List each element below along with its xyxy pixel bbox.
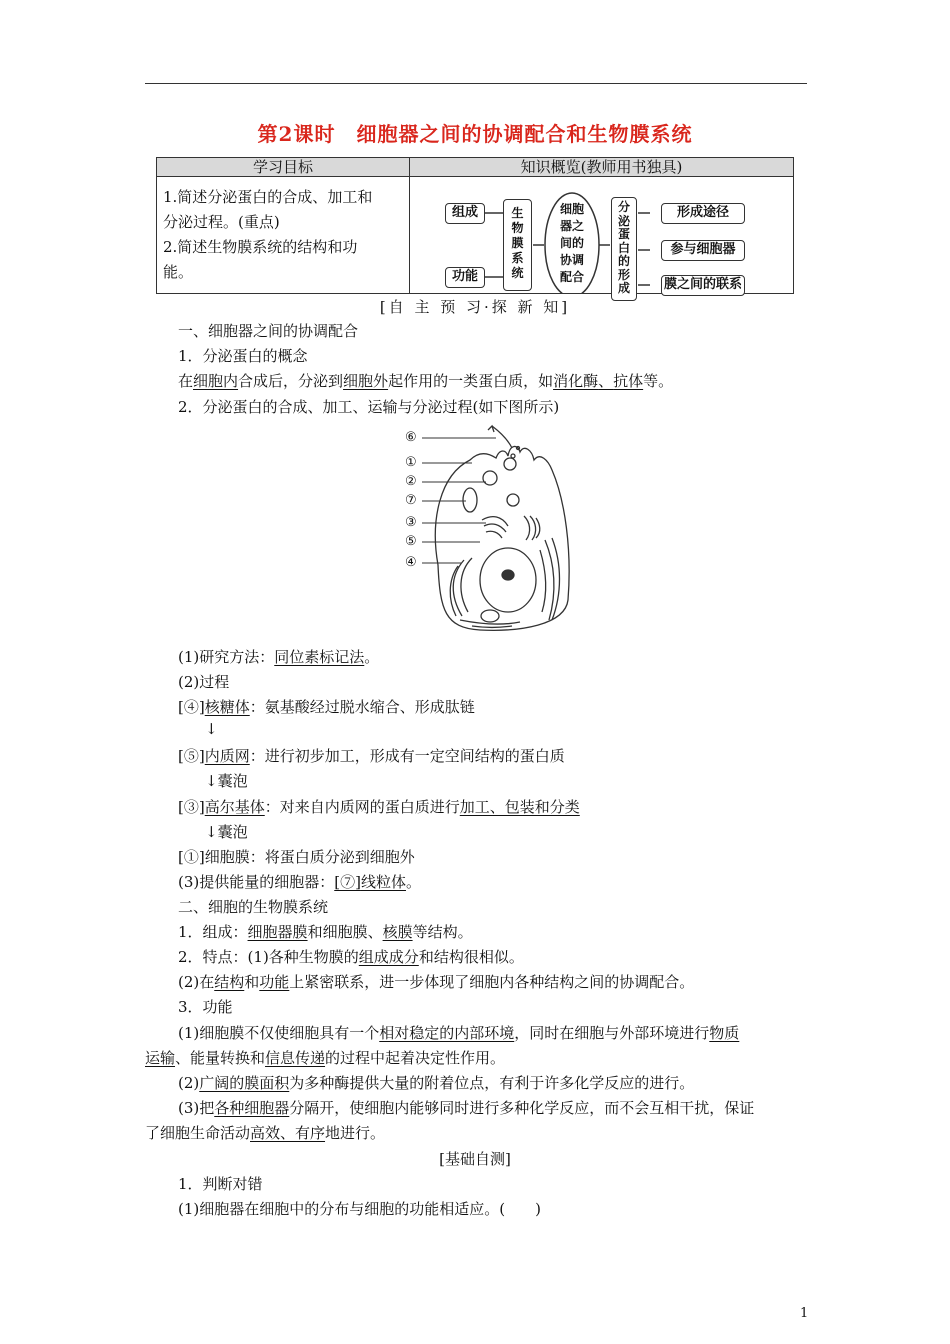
answer-blank: 结构 <box>214 973 245 991</box>
text: 、能量转换和 <box>175 1049 266 1067</box>
answer-blank: 同位素标记法 <box>274 648 365 666</box>
objectives-table <box>156 157 794 294</box>
feature-2 <box>178 971 694 992</box>
char: 蛋 <box>617 227 630 241</box>
goal-line: 能。 <box>163 263 194 281</box>
research-method <box>178 646 379 667</box>
char: 器之 <box>559 219 584 233</box>
goal-line: 分泌过程。(重点) <box>163 213 280 231</box>
goal-line: 1.简述分泌蛋白的合成、加工和 <box>163 188 373 206</box>
text: [④] <box>178 698 205 716</box>
answer-blank: 消化酶 <box>553 372 599 390</box>
answer-blank: 抗体 <box>613 372 644 390</box>
answer-blank: 核糖体 <box>204 698 250 716</box>
text: 了细胞生命活动 <box>145 1124 251 1142</box>
text: ：进行初步加工，形成有一定空间结构的蛋白质 <box>249 747 565 765</box>
objectives-text <box>157 177 409 289</box>
answer-blank: 信息传递 <box>265 1049 326 1067</box>
function-1b <box>145 1047 505 1068</box>
header-overview: 知识概览(教师用书独具) <box>410 158 794 177</box>
function-3b <box>145 1122 385 1143</box>
char: 形 <box>617 267 630 282</box>
node-biomembrane-system <box>503 199 532 291</box>
section-tag-selftest: [基础自测] <box>439 1150 511 1168</box>
label-6: ⑥ <box>405 430 417 445</box>
function-heading: 3．功能 <box>178 998 233 1016</box>
answer-blank: 细胞器膜 <box>247 923 308 941</box>
function-3a <box>178 1097 754 1118</box>
section-tag-preview: [自 主 预 习·探 新 知] <box>379 298 571 316</box>
text: 分隔开，使细胞内能够同时进行多种化学反应，而不会互相干扰，保证 <box>289 1099 755 1117</box>
answer-blank: 核膜 <box>382 923 413 941</box>
label-4: ④ <box>405 555 417 570</box>
text: (1)研究方法： <box>178 648 275 666</box>
char: 白 <box>617 240 630 255</box>
header-rule <box>145 83 807 84</box>
node-membrane-connections: 膜之间的联系 <box>661 275 745 296</box>
text: 和细胞膜、 <box>307 923 383 941</box>
answer-blank: 线粒体 <box>360 873 406 891</box>
text: [⑤] <box>178 747 205 765</box>
char: 系 <box>511 251 524 265</box>
text: 在 <box>178 372 194 390</box>
page-number: 1 <box>800 1306 809 1321</box>
char: 的 <box>617 254 630 268</box>
step-er <box>178 745 565 766</box>
text: (1)细胞膜不仅使细胞具有一个 <box>178 1024 380 1042</box>
goal-line: 2.简述生物膜系统的结构和功 <box>163 238 358 256</box>
heading-1-1: 1．分泌蛋白的概念 <box>178 347 308 365</box>
text: 和结构很相似。 <box>418 948 524 966</box>
label-5: ⑤ <box>405 534 417 549</box>
answer-blank: 高尔基体 <box>204 798 265 816</box>
text: 2．特点：(1)各种生物膜的 <box>178 948 359 966</box>
cell-drawing <box>400 420 585 640</box>
label-3: ③ <box>405 515 417 530</box>
char: 细胞 <box>559 202 584 216</box>
step-ribosome <box>178 696 475 717</box>
step-membrane: [①]细胞膜：将蛋白质分泌到细胞外 <box>178 848 415 866</box>
char: 间的 <box>559 236 584 250</box>
text: 的过程中起着决定性作用。 <box>325 1049 506 1067</box>
text: ：对来自内质网的蛋白质进行 <box>264 798 460 816</box>
arrow-down: ↓ <box>205 720 218 738</box>
answer-blank: 运输 <box>145 1049 176 1067</box>
text: 为多种酶提供大量的附着位点，有利于许多化学反应的进行。 <box>289 1074 695 1092</box>
text: ，同时在细胞与外部环境进行 <box>514 1024 710 1042</box>
text: 1．组成： <box>178 923 248 941</box>
text: 和 <box>244 973 260 991</box>
answer-blank: 加工、包装和分类 <box>459 798 580 816</box>
char: 成 <box>617 281 630 295</box>
node-participating-organelles: 参与细胞器 <box>661 240 745 261</box>
char: 膜 <box>511 236 524 250</box>
function-1a <box>178 1022 739 1043</box>
header-objectives: 学习目标 <box>157 158 410 177</box>
text: [③] <box>178 798 205 816</box>
answer-blank: 、 <box>598 372 614 390</box>
text: 起作用的一类蛋白质，如 <box>388 372 554 390</box>
node-secretory-protein-formation <box>611 197 637 301</box>
text: (3)提供能量的细胞器： <box>178 873 335 891</box>
char: 物 <box>511 221 524 235</box>
text: 地进行。 <box>325 1124 386 1142</box>
definition-line <box>178 370 673 391</box>
energy-line <box>178 871 421 892</box>
answer-blank: 高效、有序 <box>250 1124 326 1142</box>
label-7: ⑦ <box>405 493 417 508</box>
answer-blank: 广阔的膜面积 <box>199 1074 290 1092</box>
answer-blank: 细胞外 <box>343 372 389 390</box>
char: 协调 <box>559 253 584 267</box>
answer-blank: 功能 <box>259 973 290 991</box>
node-composition: 组成 <box>445 203 485 224</box>
answer-blank: 细胞内 <box>193 372 239 390</box>
text: ：氨基酸经过脱水缩合、形成肽链 <box>249 698 475 716</box>
node-function: 功能 <box>445 267 485 288</box>
text: (2)在 <box>178 973 215 991</box>
process-heading: (2)过程 <box>178 673 230 691</box>
text: 合成后，分泌到 <box>238 372 344 390</box>
answer-blank: 组成成分 <box>358 948 419 966</box>
label-2: ② <box>405 474 417 489</box>
text: (3)把 <box>178 1099 215 1117</box>
char: 生 <box>511 206 524 220</box>
heading-2: 二、细胞的生物膜系统 <box>178 898 329 916</box>
text: 等。 <box>643 372 674 390</box>
answer-blank: [⑦] <box>334 873 361 891</box>
question-1: 1．判断对错 <box>178 1175 263 1193</box>
char: 统 <box>511 266 524 280</box>
page-title: 第2课时 细胞器之间的协调配合和生物膜系统 <box>257 122 693 146</box>
text: 等结构。 <box>412 923 473 941</box>
composition-line <box>178 921 473 942</box>
arrow-vesicle: ↓囊泡 <box>205 772 248 790</box>
question-1-1: (1)细胞器在细胞中的分布与细胞的功能相适应。( ) <box>178 1200 541 1218</box>
feature-1 <box>178 946 524 967</box>
answer-blank: 内质网 <box>204 747 250 765</box>
text: 上紧密联系，进一步体现了细胞内各种结构之间的协调配合。 <box>289 973 695 991</box>
answer-blank: 物质 <box>709 1024 740 1042</box>
answer-blank: 各种细胞器 <box>214 1099 290 1117</box>
node-formation-pathway: 形成途径 <box>661 203 745 224</box>
step-golgi <box>178 796 580 817</box>
text: 。 <box>364 648 380 666</box>
heading-1-2: 2．分泌蛋白的合成、加工、运输与分泌过程(如下图所示) <box>178 398 560 416</box>
text: (2) <box>178 1074 200 1092</box>
arrow-vesicle: ↓囊泡 <box>205 823 248 841</box>
answer-blank: 相对稳定的内部环境 <box>379 1024 515 1042</box>
secretory-cell-figure <box>400 420 585 640</box>
function-2 <box>178 1072 694 1093</box>
char: 分 <box>617 200 630 214</box>
node-organelle-coordination <box>546 201 598 286</box>
concept-map <box>410 177 793 293</box>
char: 配合 <box>559 270 584 284</box>
text: 。 <box>405 873 421 891</box>
label-1: ① <box>405 455 417 470</box>
char: 泌 <box>617 213 630 228</box>
heading-1: 一、细胞器之间的协调配合 <box>178 322 359 340</box>
